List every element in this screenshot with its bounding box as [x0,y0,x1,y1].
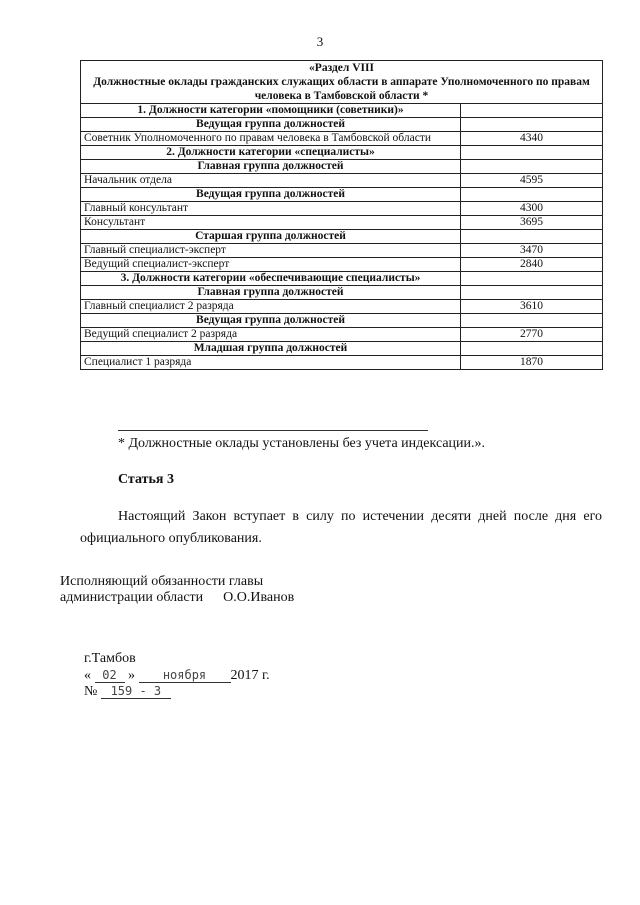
table-header-row [81,61,603,104]
table-row [81,244,603,258]
group-heading: Старшая группа должностей [81,230,461,244]
salary-value: 1870 [461,356,603,370]
table-row [81,286,603,300]
signature-position-line1: Исполняющий обязанности главы [60,574,264,589]
category-value-cell [461,104,603,118]
date-day: 02 [95,669,125,683]
group-value-cell [461,314,603,328]
group-heading: Ведущая группа должностей [81,314,461,328]
salary-value: 4595 [461,174,603,188]
category-value-cell [461,272,603,286]
position-name: Главный консультант [81,202,461,216]
position-name: Советник Уполномоченного по правам человека в Тамбовской области [81,132,461,146]
table-row [81,188,603,202]
group-value-cell [461,188,603,202]
group-value-cell [461,286,603,300]
table-row [81,230,603,244]
table-row [81,356,603,370]
group-heading: Младшая группа должностей [81,342,461,356]
table-header-cell [81,61,603,104]
group-heading: Ведущая группа должностей [81,188,461,202]
group-heading: Главная группа должностей [81,286,461,300]
table-row [81,328,603,342]
date-close-quote: » [128,668,135,683]
group-heading: Главная группа должностей [81,160,461,174]
category-heading: 3. Должности категории «обеспечивающие специалисты» [81,272,461,286]
group-value-cell [461,160,603,174]
salary-value: 3610 [461,300,603,314]
signature-block [60,574,294,606]
section-title: «Раздел VIII [309,62,374,74]
salary-value: 4300 [461,202,603,216]
table-row [81,342,603,356]
signatory-name: О.О.Иванов [223,590,295,605]
article-title: Статья 3 [118,472,174,487]
table-row [81,146,603,160]
date-year: 2017 г. [230,668,270,683]
signing-date [84,668,270,684]
group-heading: Ведущая группа должностей [81,118,461,132]
position-name: Главный специалист 2 разряда [81,300,461,314]
table-row [81,118,603,132]
position-name: Ведущий специалист 2 разряда [81,328,461,342]
signature-position-line2 [60,590,294,606]
category-heading: 1. Должности категории «помощники (советники)» [81,104,461,118]
category-value-cell [461,146,603,160]
table-row [81,272,603,286]
table-row [81,258,603,272]
table-row [81,104,603,118]
table-row [81,202,603,216]
salary-value: 4340 [461,132,603,146]
table-row [81,160,603,174]
group-value-cell [461,342,603,356]
salary-table [80,60,603,370]
signature-position-text: администрации области [60,590,204,605]
salary-value: 3470 [461,244,603,258]
group-value-cell [461,118,603,132]
law-number-label: № [84,684,98,699]
position-name: Специалист 1 разряда [81,356,461,370]
table-row [81,300,603,314]
footnote: * Должностные оклады установлены без учета индексации.». [118,436,486,451]
law-number [84,684,171,700]
table-row [81,216,603,230]
salary-table-body [81,61,603,370]
position-name: Ведущий специалист-эксперт [81,258,461,272]
table-row [81,314,603,328]
position-name: Главный специалист-эксперт [81,244,461,258]
place-of-signing: г.Тамбов [84,651,136,666]
salary-value: 2770 [461,328,603,342]
article-body: Настоящий Закон вступает в силу по истечении десяти дней после дня его официального опубликования. [80,509,602,546]
category-heading: 2. Должности категории «специалисты» [81,146,461,160]
date-open-quote: « [84,668,91,683]
position-name: Начальник отдела [81,174,461,188]
law-number-value: 159 - 3 [101,685,171,699]
salary-value: 3695 [461,216,603,230]
position-name: Консультант [81,216,461,230]
table-row [81,174,603,188]
footnote-divider [118,430,428,431]
salary-value: 2840 [461,258,603,272]
date-month: ноября [139,669,231,683]
group-value-cell [461,230,603,244]
page-number: 3 [316,34,324,49]
section-description: Должностные оклады гражданских служащих области в аппарате Уполномоченного по правам человека в Тамбовской области * [93,76,590,102]
table-row [81,132,603,146]
